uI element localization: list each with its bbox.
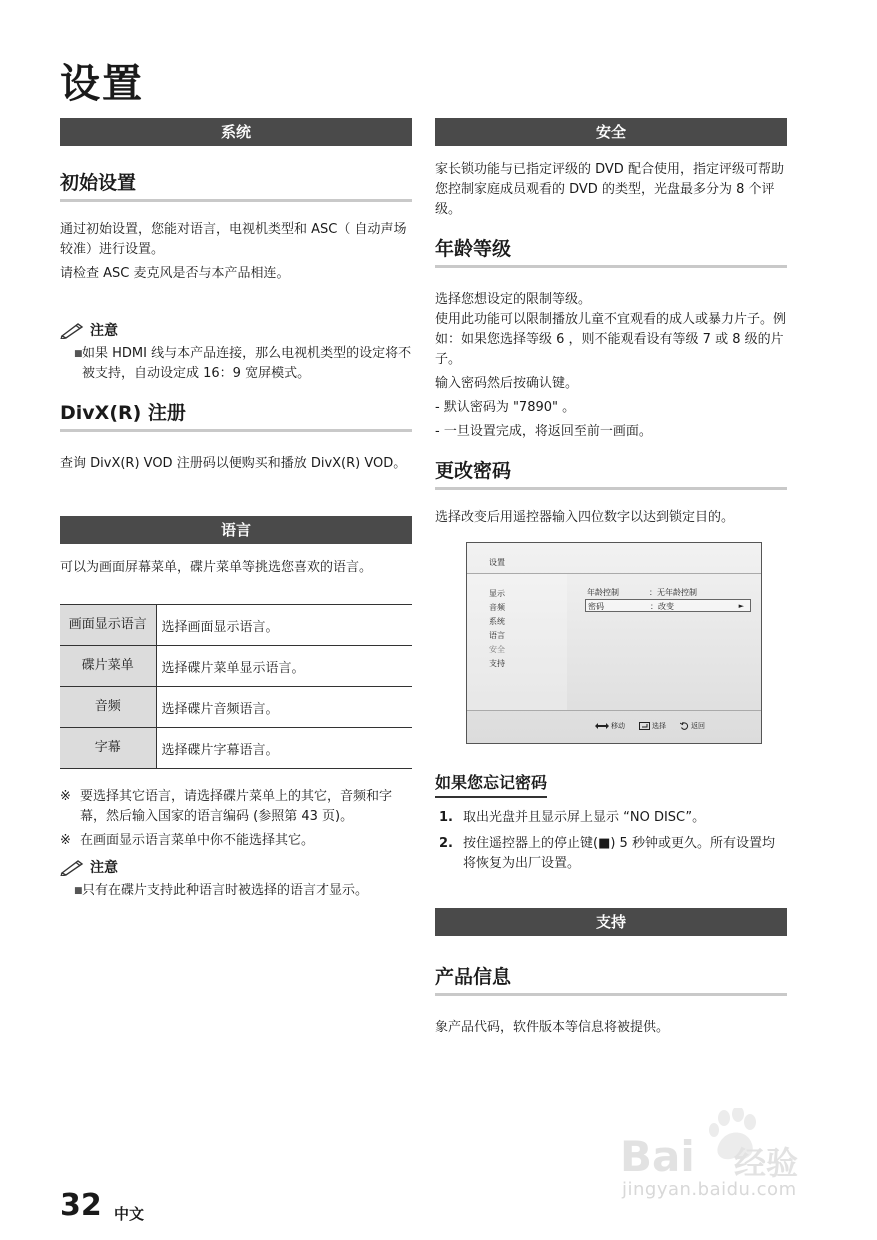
screen-row-age-control	[585, 586, 751, 599]
screen-row-value: ：改变	[650, 602, 674, 611]
settings-screen-image	[466, 542, 762, 744]
table-key: 字幕	[60, 728, 156, 769]
page-title: 设置	[60, 61, 144, 107]
ref-symbol: ※	[60, 833, 71, 848]
left-column	[60, 118, 412, 901]
age-para-3: 输入密码然后按确认键。	[435, 376, 579, 391]
table-row	[60, 687, 412, 728]
screen-footer	[595, 721, 705, 731]
right-column	[435, 118, 787, 1038]
language-intro: 可以为画面屏幕菜单，碟片菜单等挑选您喜欢的语言。	[60, 560, 373, 575]
screen-foot-move: 移动	[595, 721, 625, 731]
ref-note-text: 在画面显示语言菜单中你不能选择其它。	[80, 833, 315, 848]
table-key: 画面显示语言	[60, 605, 156, 646]
section-bar-security: 安全	[435, 118, 787, 146]
list-text: 按住遥控器上的停止键(■) 5 秒钟或更久。所有设置均将恢复为出厂设置。	[463, 836, 775, 871]
language-table	[60, 604, 412, 769]
pencil-note-icon	[60, 321, 86, 339]
note-label: 注意	[90, 323, 118, 339]
table-value: 选择画面显示语言。	[156, 605, 412, 646]
screen-menu-item: 音频	[489, 603, 505, 612]
table-value: 选择碟片音频语言。	[156, 687, 412, 728]
bullet-square-icon: ■	[74, 886, 83, 896]
heading-forgot-password: 如果您忘记密码	[435, 770, 547, 798]
move-arrows-icon	[595, 722, 609, 730]
section-bar-system: 系统	[60, 118, 412, 146]
return-text: - 一旦设置完成，将返回至前一画面。	[435, 424, 652, 439]
screen-row-password	[585, 599, 751, 612]
forgot-password-section	[435, 770, 787, 798]
watermark-url: jingyan.baidu.com	[622, 1179, 797, 1200]
heading-initial-setup: 初始设置	[60, 168, 412, 202]
screen-sidebar	[467, 574, 567, 710]
table-value: 选择碟片字幕语言。	[156, 728, 412, 769]
screen-menu-item: 安全	[489, 645, 505, 654]
note-label: 注意	[90, 860, 118, 876]
note-title	[60, 320, 412, 340]
watermark-brand: Bai	[620, 1132, 695, 1181]
ref-note-text: 要选择其它语言，请选择碟片菜单上的其它，音频和字幕，然后输入国家的语言编码 (参照第 43 页)。	[80, 789, 393, 824]
heading-divx-registration: DivX(R) 注册	[60, 398, 412, 432]
screen-divider	[467, 710, 761, 711]
heading-age-rating: 年龄等级	[435, 234, 787, 268]
note-item	[60, 881, 412, 901]
note-item-text: 如果 HDMI 线与本产品连接，那么电视机类型的设定将不被支持，自动设定成 16：9 宽屏模式。	[82, 346, 412, 381]
table-key: 音频	[60, 687, 156, 728]
screen-menu-item: 语言	[489, 631, 505, 640]
asc-mic-para: 请检查 ASC 麦克风是否与本产品相连。	[60, 266, 290, 281]
note-item	[60, 344, 412, 384]
screen-row-key: 年龄控制	[587, 588, 619, 597]
screen-title: 设置	[489, 558, 505, 567]
screen-menu-item: 系统	[489, 617, 505, 626]
table-value: 选择碟片菜单显示语言。	[156, 646, 412, 687]
section-bar-support: 支持	[435, 908, 787, 936]
screen-menu-item: 支持	[489, 659, 505, 668]
table-row	[60, 728, 412, 769]
screen-foot-return: 返回	[680, 721, 705, 731]
ref-symbol: ※	[60, 789, 71, 804]
age-para-1: 选择您想设定的限制等级。	[435, 292, 592, 307]
default-password-text: - 默认密码为 "7890" 。	[435, 400, 576, 415]
list-text: 取出光盘并且显示屏上显示 “NO DISC”。	[463, 810, 706, 825]
security-intro: 家长锁功能与已指定评级的 DVD 配合使用，指定评级可帮助您控制家庭成员观看的 DVD 的类型，光盘最多分为 8 个评级。	[435, 162, 784, 217]
watermark-brand-cn: 经验	[734, 1144, 799, 1182]
age-para-2: 使用此功能可以限制播放儿童不宜观看的成人或暴力片子。例如：如果您选择等级 6 ，则不能观看设有等级 7 或 8 级的片子。	[435, 312, 787, 367]
product-info-para: 象产品代码，软件版本等信息将被提供。	[435, 1020, 670, 1035]
heading-product-info: 产品信息	[435, 962, 787, 996]
section-bar-language: 语言	[60, 516, 412, 544]
page-language: 中文	[114, 1205, 145, 1223]
screen-menu-item: 显示	[489, 589, 505, 598]
ref-note-1	[60, 787, 412, 827]
list-number: 2.	[439, 836, 453, 851]
divx-para: 查询 DivX(R) VOD 注册码以便购买和播放 DivX(R) VOD。	[60, 456, 407, 471]
screen-menu	[489, 587, 505, 671]
screen-foot-select: 选择	[639, 721, 666, 731]
screen-row-value: ：无年龄控制	[649, 588, 697, 597]
list-number: 1.	[439, 810, 453, 825]
list-item	[435, 834, 787, 874]
return-icon	[680, 722, 689, 730]
ref-note-2	[60, 831, 412, 851]
pencil-note-icon	[60, 858, 86, 876]
table-key: 碟片菜单	[60, 646, 156, 687]
page-number: 32	[60, 1188, 102, 1223]
note-title	[60, 857, 412, 877]
bullet-square-icon: ■	[74, 349, 83, 359]
heading-change-password: 更改密码	[435, 456, 787, 490]
enter-icon	[639, 722, 650, 730]
note-item-text: 只有在碟片支持此种语言时被选择的语言才显示。	[82, 883, 369, 898]
list-item	[435, 808, 787, 828]
initial-setup-para: 通过初始设置，您能对语言，电视机类型和 ASC（ 自动声场较准）进行设置。	[60, 222, 407, 257]
arrow-right-icon: ►	[738, 602, 744, 610]
table-row	[60, 646, 412, 687]
table-row	[60, 605, 412, 646]
screen-row-key: 密码	[588, 602, 604, 611]
change-password-para: 选择改变后用遥控器输入四位数字以达到锁定目的。	[435, 510, 735, 525]
